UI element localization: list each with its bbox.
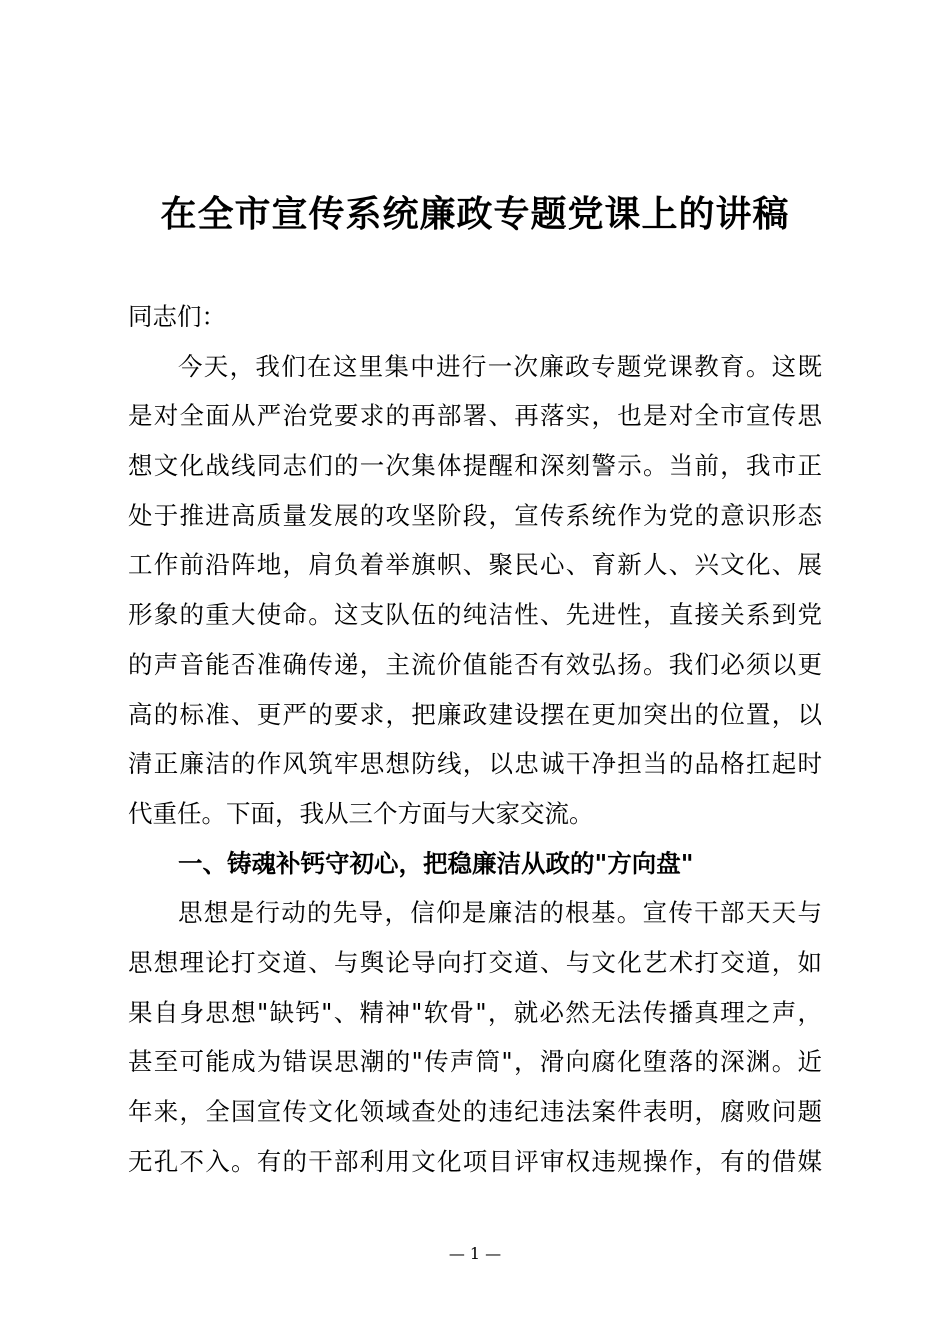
text-line: 清正廉洁的作风筑牢思想防线，以忠诚干净担当的品格扛起时: [128, 749, 822, 779]
text-line: 高的标准、更严的要求，把廉政建设摆在更加突出的位置，以: [128, 699, 822, 729]
text-line: 无孔不入。有的干部利用文化项目评审权违规操作，有的借媒: [128, 1146, 822, 1176]
text-line: 思想是行动的先导，信仰是廉洁的根基。宣传干部天天与: [178, 898, 822, 928]
paragraph-intro: [128, 342, 822, 839]
text-line: 代重任。下面，我从三个方面与大家交流。: [128, 798, 594, 828]
salutation: 同志们：: [128, 302, 226, 331]
text-line: 处于推进高质量发展的攻坚阶段，宣传系统作为党的意识形态: [128, 500, 822, 530]
text-line: 思想理论打交道、与舆论导向打交道、与文化艺术打交道，如: [128, 947, 822, 977]
text-line: 年来，全国宣传文化领域查处的违纪违法案件表明，腐败问题: [128, 1097, 822, 1126]
paragraph-section-1: [128, 888, 822, 1186]
text-line: 果自身思想"缺钙"、精神"软骨"，就必然无法传播真理之声，: [128, 997, 822, 1027]
document-title: 在全市宣传系统廉政专题党课上的讲稿: [160, 193, 790, 235]
text-line: 形象的重大使命。这支队伍的纯洁性、先进性，直接关系到党: [128, 600, 822, 630]
text-line: 想文化战线同志们的一次集体提醒和深刻警示。当前，我市正: [128, 451, 822, 481]
page-number: — 1 —: [448, 1244, 502, 1263]
text-line: 是对全面从严治党要求的再部署、再落实，也是对全市宣传思: [128, 401, 822, 431]
text-line: 今天，我们在这里集中进行一次廉政专题党课教育。这既: [178, 351, 822, 381]
document-body: [128, 292, 822, 1186]
text-line: 工作前沿阵地，肩负着举旗帜、聚民心、育新人、兴文化、展: [128, 550, 822, 580]
text-line: 的声音能否准确传递，主流价值能否有效弘扬。我们必须以更: [128, 649, 822, 679]
text-line: 甚至可能成为错误思潮的"传声筒"，滑向腐化堕落的深渊。近: [128, 1047, 822, 1077]
section-heading-1: 一、铸魂补钙守初心，把稳廉洁从政的"方向盘": [178, 848, 694, 878]
